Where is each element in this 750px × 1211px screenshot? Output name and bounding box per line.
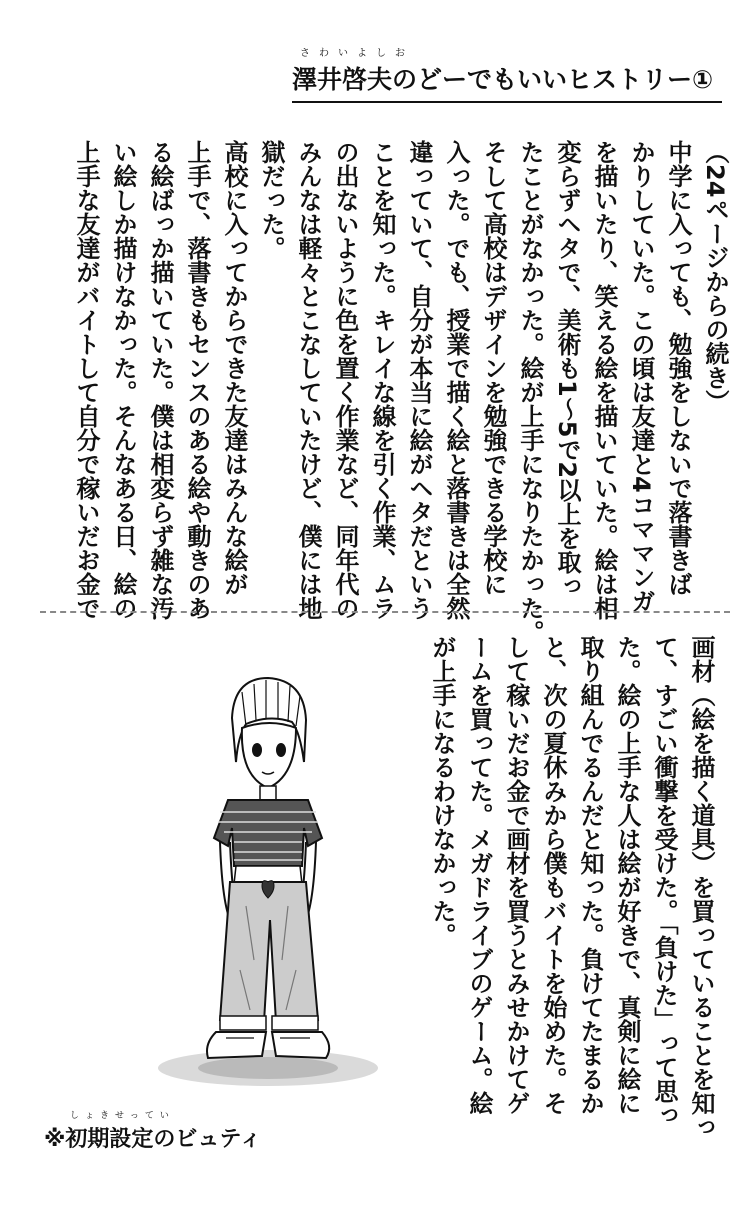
illustration-caption: ※初期設定のビュティ <box>44 1127 262 1152</box>
text-column: 上手な友達がバイトして自分で稼いだお金で <box>72 140 100 620</box>
text-column: 変らずヘタで、美術も1～5で2以上を取っ <box>553 140 581 599</box>
text-column: い絵しか描けなかった。そんなある日、絵の <box>109 140 137 620</box>
caption-ruby: しょきせってい <box>70 1111 175 1121</box>
text-column: て、すごい衝撃を受けた。「負けた」って思っ <box>650 635 678 1127</box>
text-column: と、次の夏休みから僕もバイトを始めた。そ <box>539 635 567 1115</box>
text-column: 上手で、落書きもセンスのある絵や動きのあ <box>183 140 211 620</box>
text-column: を描いたり、笑える絵を描いていた。絵は相 <box>590 140 618 620</box>
text-column: たことがなかった。絵が上手になりたかった。 <box>516 140 544 644</box>
text-column: 違っていて、自分が本当に絵がヘタだという <box>405 140 433 620</box>
text-column: して稼いだお金で画材を買うとみせかけてゲ <box>502 635 530 1115</box>
text-column: みんなは軽々とこなしていたけど、僕には地 <box>294 140 322 620</box>
text-column: の出ないように色を置く作業など、同年代の <box>331 140 359 620</box>
header-ruby: さわいよしお <box>300 48 414 59</box>
header-rule <box>292 101 722 103</box>
text-column: る絵ばっか描いていた。僕は相変らず雑な汚 <box>146 140 174 620</box>
text-column: ことを知った。キレイな線を引く作業、ムラ <box>368 140 396 620</box>
text-column: た。絵の上手な人は絵が好きで、真剣に絵に <box>613 635 641 1115</box>
text-column: 画材（絵を描く道具）を買っていることを知っ <box>687 635 715 1139</box>
text-column: 獄だった。 <box>257 140 285 260</box>
dashed-divider <box>40 611 730 613</box>
text-column: 取り組んでるんだと知った。負けてたまるか <box>576 635 604 1115</box>
text-column: かりしていた。この頃は友達と4コママンガ <box>627 140 655 613</box>
manga-character-figure <box>150 670 400 1090</box>
text-column: そして高校はデザインを勉強できる学校に <box>479 140 507 596</box>
text-column: が上手になるわけなかった。 <box>428 635 456 947</box>
text-column: 中学に入っても、勉強をしないで落書きば <box>664 140 692 596</box>
page-title: 澤井啓夫のどーでもいいヒストリー① <box>292 65 714 94</box>
text-column: 入った。でも、授業で描く絵と落書きは全然 <box>442 140 470 620</box>
text-column: ームを買ってた。メガドライブのゲーム。絵 <box>465 635 493 1115</box>
text-column: 高校に入ってからできた友達はみんな絵が <box>220 140 248 596</box>
text-column: （24ページからの続き） <box>701 140 729 414</box>
